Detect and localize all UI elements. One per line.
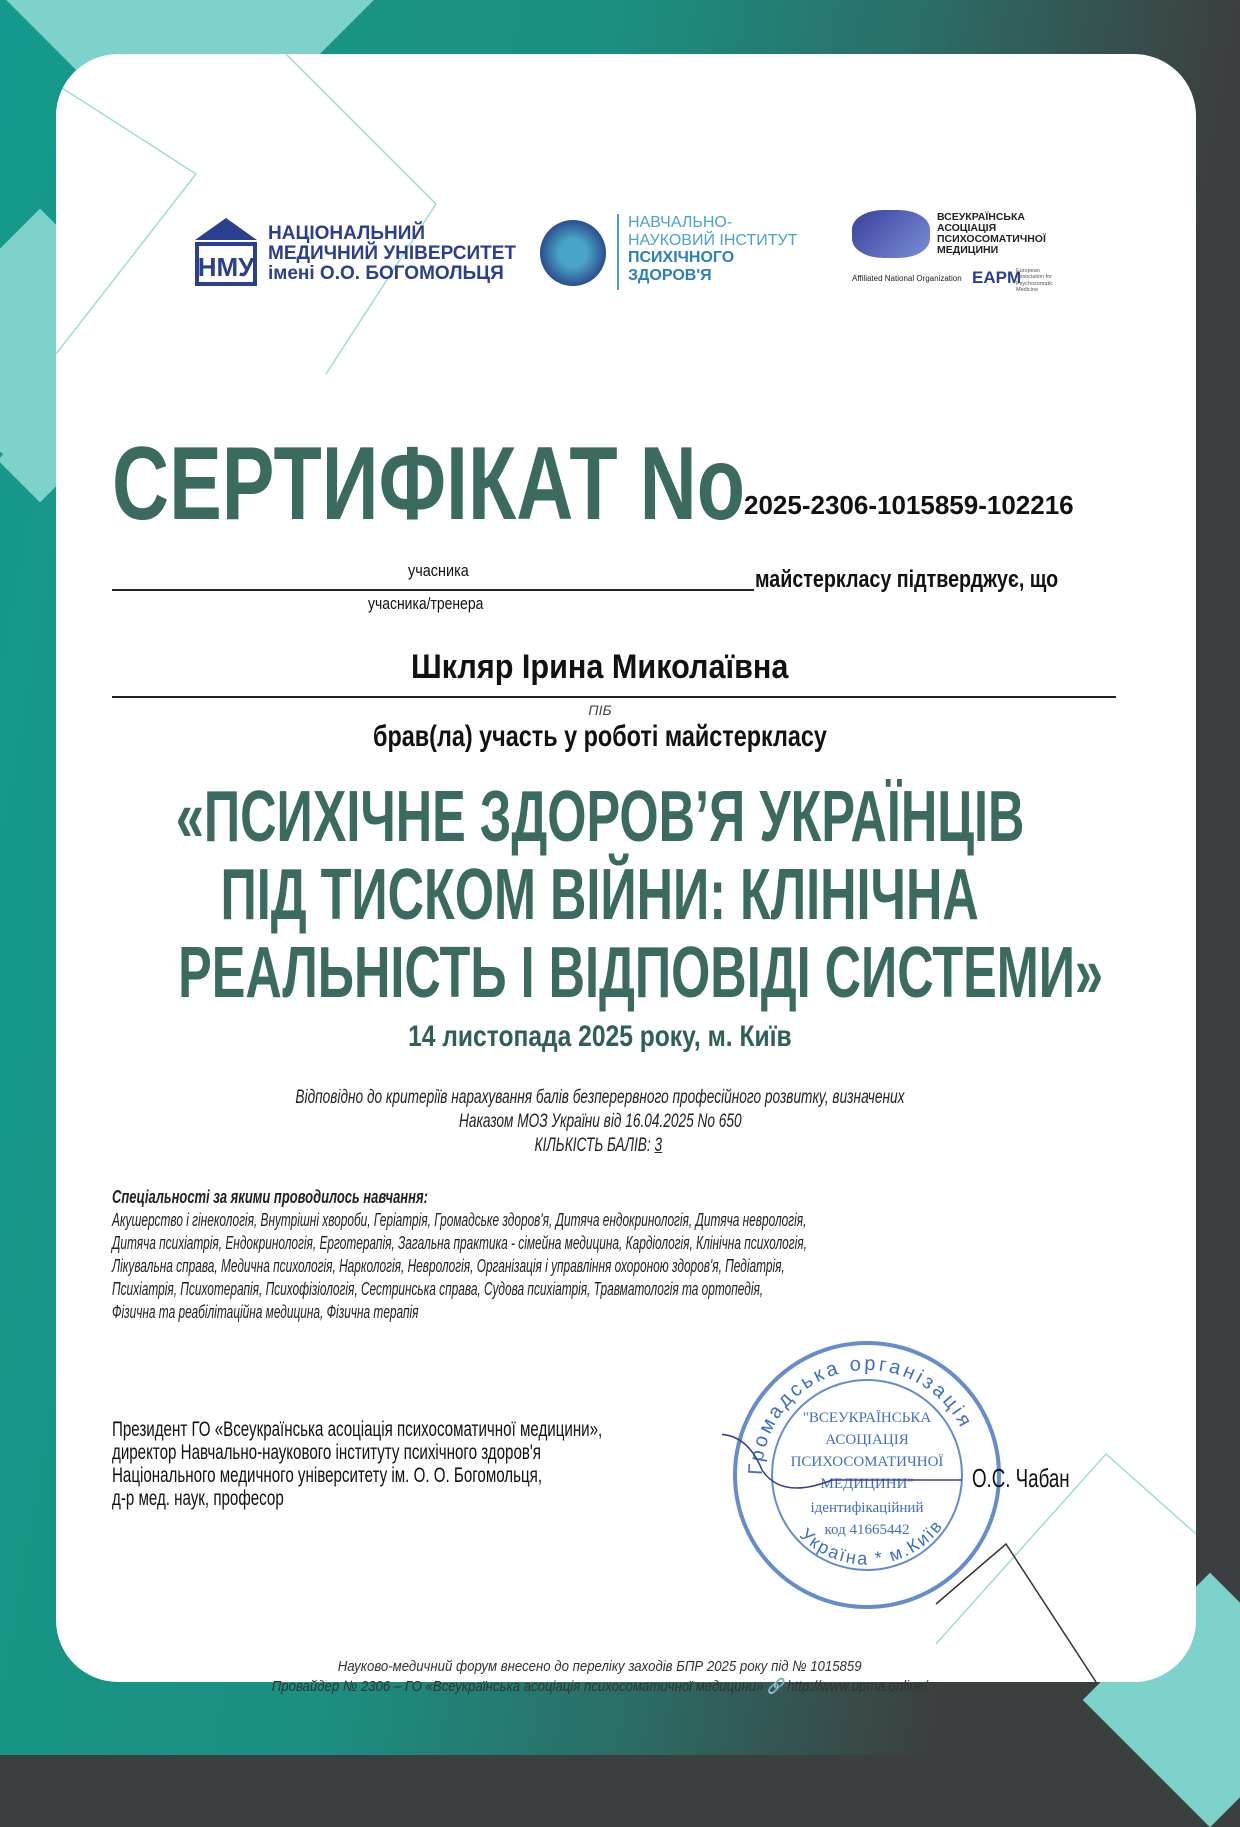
brain-icon xyxy=(540,220,606,286)
logo-line: НАВЧАЛЬНО- xyxy=(628,214,733,231)
eapm-full-name: European Association for Psychosomatic Medicine xyxy=(1016,268,1053,293)
svg-text:Україна * м.Київ: Україна * м.Київ xyxy=(796,1515,948,1569)
certificate-number: 2025-2306-1015859-102216 xyxy=(744,490,1074,520)
logo-line: МЕДИЦИНИ xyxy=(937,244,999,257)
logo-line: НАЦІОНАЛЬНИЙ xyxy=(268,223,426,244)
logo-line: НАУКОВИЙ ІНСТИТУТ xyxy=(628,231,798,249)
name-line xyxy=(112,696,1116,698)
points-label: КІЛЬКІСТЬ БАЛІВ: xyxy=(534,1135,651,1156)
event-date: 14 листопада 2025 року, м. Київ xyxy=(408,1020,792,1053)
signer-name: О.С. Чабан xyxy=(972,1463,1070,1493)
logo-line: ВСЕУКРАЇНСЬКА xyxy=(937,211,1025,223)
svg-text:ПСИХОСОМАТИЧНОЇ: ПСИХОСОМАТИЧНОЇ xyxy=(790,1454,944,1470)
certificate-title: СЕРТИФІКАТ No xyxy=(112,426,745,542)
participant-name: Шкляр Ірина Миколаївна xyxy=(411,648,789,686)
role-caption: учасника/тренера xyxy=(368,594,484,613)
link-icon: 🔗 xyxy=(767,1678,785,1695)
logo-line: АСОЦІАЦІЯ xyxy=(937,222,997,235)
footer-url-link[interactable]: http://www.upma.online/ xyxy=(787,1678,928,1695)
nmu-logo-text xyxy=(268,224,516,284)
criteria-text: Відповідно до критеріїв нарахування балів безперервного професійного розвитку, визначених Наказом МОЗ України від 16.04.2025 No 650 КІЛЬКІСТЬ БАЛІВ: 3 xyxy=(295,1087,905,1156)
footer: Науково-медичний форум внесено до переліку заходів БПР 2025 року під № 1015859 Провайдер № 2306 – ГО «Всеукраїнська асоціація психосоматичної медицини» 🔗 http://www.upma.online/ xyxy=(272,1658,928,1695)
role-value: учасника xyxy=(408,561,469,580)
svg-text:НМУ: НМУ xyxy=(197,252,255,282)
svg-text:АСОЦІАЦІЯ: АСОЦІАЦІЯ xyxy=(825,1432,909,1448)
logo-line: ПСИХІЧНОГО xyxy=(628,249,735,267)
affiliated-label: Affiliated National Organization xyxy=(852,274,962,283)
points-value: 3 xyxy=(654,1135,662,1156)
association-brain-icon xyxy=(852,210,930,258)
confirms-text: майстеркласу підтверджує, що xyxy=(755,566,1059,593)
svg-text:ідентифікаційний: ідентифікаційний xyxy=(810,1500,924,1516)
svg-text:МЕДИЦИНИ": МЕДИЦИНИ" xyxy=(820,1476,914,1492)
divider xyxy=(617,214,619,290)
name-caption: ПІБ xyxy=(588,702,612,718)
logo-line: ПСИХОСОМАТИЧНОЇ xyxy=(937,233,1046,246)
logo-line: імені О.О. БОГОМОЛЬЦЯ xyxy=(268,262,504,284)
participated-text: брав(ла) участь у роботі майстеркласу xyxy=(373,720,827,753)
svg-text:код 41665442: код 41665442 xyxy=(824,1522,910,1538)
specialties: Спеціальності за якими проводилось навчання: Акушерство і гінекологія, Внутрішні хвороби, Геріатрія, Громадське здоров'я, Дитяча ендокринологія, Дитяча неврологія, Дитяча психіатрія, Ендокринологія, Ерготерапія, Загальна практика - сімейна медицина, Кардіологія, Клінічна психологія, Лікувальна справа, Медична психологія, Наркологія, Неврологія, Організація і управління охороною здоров'я, Педіатрія, Психіатрія, Психотерапія, Психофізіологія, Сестринська справа, Судова психіатрія, Травматологія та ортопедія, Фізична та реабілітаційна медицина, Фізична терапія xyxy=(112,1187,807,1322)
nmu-logo xyxy=(193,216,259,291)
nmu-emblem-icon xyxy=(193,216,259,286)
svg-text:"ВСЕУКРАЇНСЬКА: "ВСЕУКРАЇНСЬКА xyxy=(802,1410,932,1426)
institute-logo-text xyxy=(628,214,797,284)
stamp-ring-text: Громадська організація xyxy=(744,1352,978,1476)
event-title: «ПСИХІЧНЕ ЗДОРОВ’Я УКРАЇНЦІВ ПІД ТИСКОМ ВІЙНИ: КЛІНІЧНА РЕАЛЬНІСТЬ І ВІДПОВІДІ СИСТЕМИ» xyxy=(175,777,1104,1013)
logo-line: МЕДИЧНИЙ УНІВЕРСИТЕТ xyxy=(268,242,517,264)
eapm-logo: EAPM xyxy=(972,268,1022,287)
logo-line: ЗДОРОВ'Я xyxy=(628,266,712,284)
signer-position: Президент ГО «Всеукраїнська асоціація психосоматичної медицини», директор Навчально-наукового інституту психічного здоров'я Національного медичного університету ім. О. О. Богомольця, д-р мед. наук, професор xyxy=(112,1418,603,1510)
role-line xyxy=(112,589,754,591)
association-logo-text xyxy=(937,212,1046,256)
